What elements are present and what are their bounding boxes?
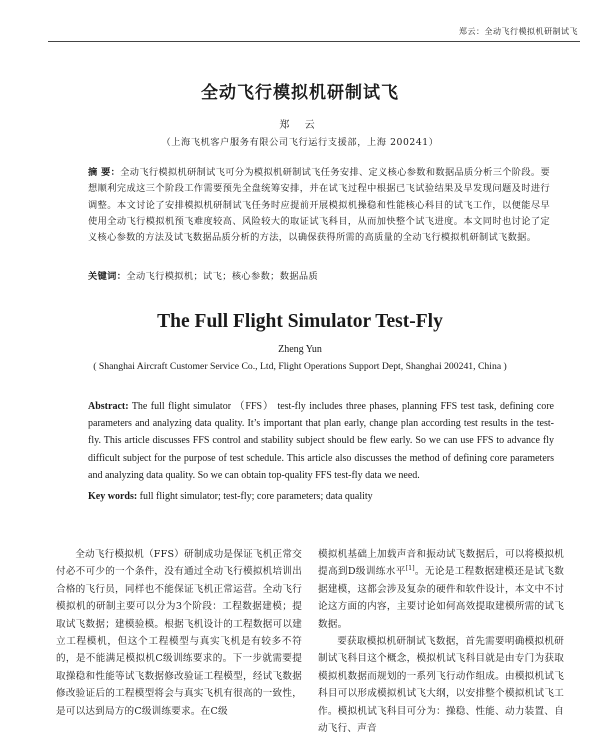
body-column-right [318,546,564,737]
body-paragraph: 全动飞行模拟机（FFS）研制成功是保证飞机正常交付必不可少的一个条件，没有通过全动飞行模拟机培训出合格的飞行员，同样也不能保证飞机正常运营。全动飞行模拟机的研制主要可以分为3个阶段：工程数据建模；提取试飞数据；建模验模。根据飞机设计的工程数据可以建立工程模机，但这个工程模型与真实飞机是有较多不符的，是不能满足模拟机C级训练要求的。下一步就需要提取操稳和性能等试飞数据修改验证工程模型，经试飞数据修改验证后的工程模型将会与真实飞机有很高的一致性，是可以达到局方的C级训练要求。在C级 [56,549,302,717]
cn-title: 全动飞行模拟机研制试飞 [201,83,399,103]
reference-marker: [1] [405,565,415,573]
body-column-left [56,546,302,720]
en-abstract-text: The full flight simulator （FFS） test-fly includes three phases, planning FFS test task, defining core parameters and analyzing data quality. It’s important that plan early, change plan according test results in the test-fly. This article discusses FFS control and stability subject should be flew early. So we can use FFS to advance fly difficult subject for the purpose of test schedule. This article also discusses the method of defining core parameters and analyzing data quality. So we can obtain top-quality FFS test-fly data we need. [88,401,554,481]
en-keywords-text: full flight simulator; test-fly; core parameters; data quality [137,491,373,502]
header-rule [48,41,580,42]
en-keywords [88,491,554,502]
en-abstract [88,398,554,484]
cn-keywords-text: 全动飞行模拟机；试飞；核心参数；数据品质 [126,271,319,282]
en-affiliation: ( Shanghai Aircraft Customer Service Co., Ltd, Flight Operations Support Dept, Shanghai 200241, China ) [93,361,507,372]
en-abstract-label: Abstract: [88,401,129,412]
body-paragraph: 要获取模拟机研制试飞数据，首先需要明确模拟机研制试飞科目这个概念，模拟机试飞科目就是由专门为获取模拟机数据而规划的一系列飞行动作组成。由模拟机试飞科目可以形成模拟机试飞大纲，以安排整个模拟机试飞工作。模拟机试飞科目可分为：操稳、性能、动力装置、自动飞行、声音 [318,636,564,735]
body-text: 模拟机基础上加载声音和振动试飞数据后，可以将模拟机提高到D级训练水平 [318,549,564,578]
body-text: 。无论是工程数据建模还是试飞数据建模，这都会涉及复杂的硬件和软件设计，本文中不讨论这方面的内容，主要讨论如何高效提取建模所需的试飞数据。 [318,566,565,630]
cn-affiliation: （上海飞机客户服务有限公司飞行运行支援部，上海 200241） [161,137,439,148]
cn-abstract-label: 摘 要： [88,167,121,178]
en-author: Zheng Yun [278,344,322,355]
cn-author: 郑 云 [279,120,321,131]
cn-keywords [88,268,550,282]
en-keywords-label: Key words: [88,491,138,502]
cn-keywords-label: 关键词： [88,271,127,282]
cn-abstract [88,165,550,246]
body-paragraph [318,546,564,633]
en-title: The Full Flight Simulator Test-Fly [157,311,443,332]
running-header: 郑云：全动飞行模拟机研制试飞 [459,27,578,36]
cn-abstract-text: 全动飞行模拟机研制试飞可分为模拟机研制试飞任务安排、定义核心参数和数据品质分析三个阶段。要想顺利完成这三个阶段工作需要预先全盘统筹安排，并在试飞过程中根据已飞试验结果及早发现问题及时进行调整。本文讨论了安排模拟机研制试飞任务时应提前开展模拟机操稳和性能核心科目的试飞工作，以便能尽早使用全动飞行模拟机预飞难度较高、风险较大的取证试飞科目，从而加快整个试飞进度。本文同时也讨论了定义核心参数的方法及试飞数据品质分析的方法，以确保获得所需的高质量的全动飞行模拟机研制试飞数据。 [88,167,550,244]
